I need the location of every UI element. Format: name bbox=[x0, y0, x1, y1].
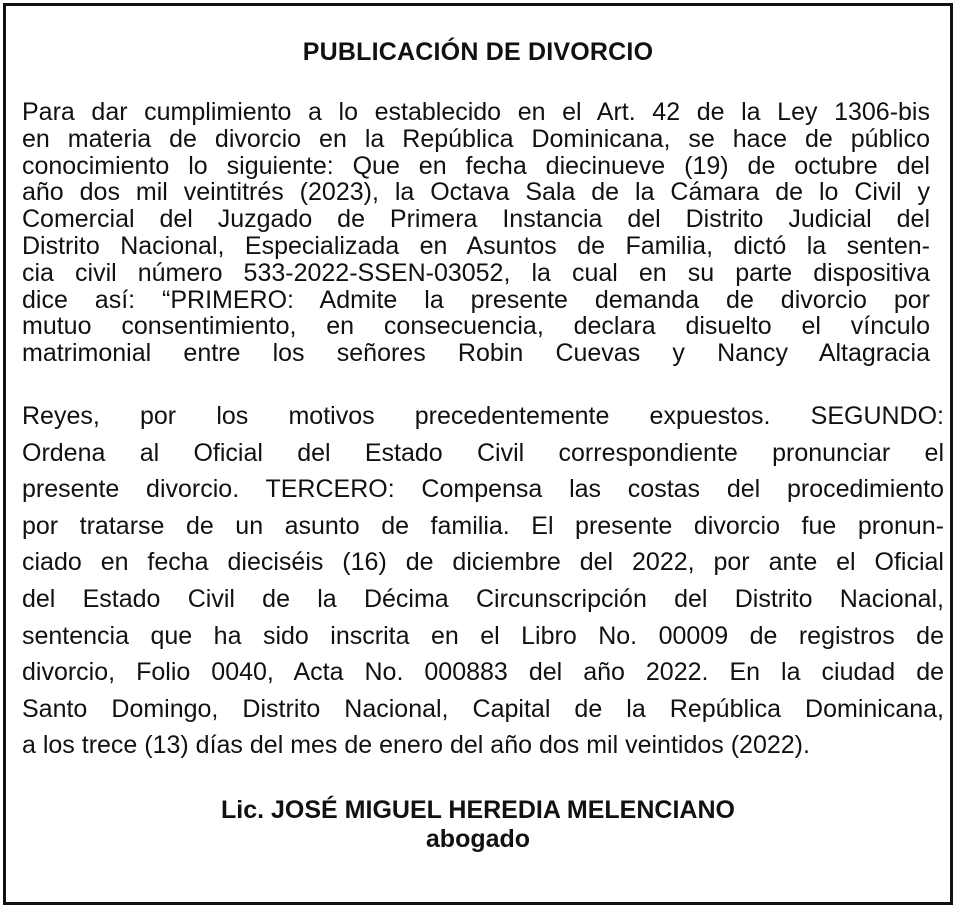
body-line: dice así: “PRIMERO: Admite la presente demanda de divorcio por bbox=[22, 286, 930, 314]
body-line: por tratarse de un asunto de familia. El presente divorcio fue pronun- bbox=[22, 511, 944, 540]
body-line: año dos mil veintitrés (2023), la Octava Sala de la Cámara de lo Civil y bbox=[22, 179, 930, 207]
body-line: matrimonial entre los señores Robin Cuevas y Nancy Altagracia bbox=[22, 340, 930, 367]
body-line: conocimiento lo siguiente: Que en fecha diecinueve (19) de octubre del bbox=[22, 152, 930, 180]
body-line: sentencia que ha sido inscrita en el Libro No. 00009 de registros de bbox=[22, 621, 944, 650]
notice-body-lower bbox=[22, 398, 944, 764]
body-line: Para dar cumplimiento a lo establecido en el Art. 42 de la Ley 1306-bis bbox=[22, 99, 930, 126]
body-line: Santo Domingo, Distrito Nacional, Capital de la República Dominicana, bbox=[22, 694, 944, 723]
signature-role: abogado bbox=[425, 825, 531, 853]
notice-title: PUBLICACIÓN DE DIVORCIO bbox=[302, 38, 654, 66]
body-line: del Estado Civil de la Décima Circunscripción del Distrito Nacional, bbox=[22, 584, 944, 613]
body-line: divorcio, Folio 0040, Acta No. 000883 del año 2022. En la ciudad de bbox=[22, 658, 944, 687]
body-line: Ordena al Oficial del Estado Civil correspondiente pronunciar el bbox=[22, 438, 944, 467]
body-line: mutuo consentimiento, en consecuencia, declara disuelto el vínculo bbox=[22, 313, 930, 341]
body-line: Comercial del Juzgado de Primera Instancia del Distrito Judicial del bbox=[22, 206, 930, 233]
body-line: a los trece (13) días del mes de enero del año dos mil veintidos (2022). bbox=[22, 731, 810, 760]
notice-frame bbox=[3, 3, 953, 905]
body-line: Reyes, por los motivos precedentemente expuestos. SEGUNDO: bbox=[22, 402, 944, 430]
body-line: presente divorcio. TERCERO: Compensa las costas del procedimiento bbox=[22, 475, 944, 504]
body-line: cia civil número 533-2022-SSEN-03052, la cual en su parte dispositiva bbox=[22, 259, 930, 287]
notice-body-upper bbox=[22, 99, 930, 367]
body-line: en materia de divorcio en la República Dominicana, se hace de público bbox=[22, 125, 930, 153]
body-line: Distrito Nacional, Especializada en Asuntos de Familia, dictó la senten- bbox=[22, 232, 930, 260]
body-line: ciado en fecha dieciséis (16) de diciembre del 2022, por ante el Oficial bbox=[22, 548, 944, 577]
signature-block bbox=[6, 796, 950, 854]
signature-name: Lic. JOSÉ MIGUEL HEREDIA MELENCIANO bbox=[221, 796, 735, 824]
